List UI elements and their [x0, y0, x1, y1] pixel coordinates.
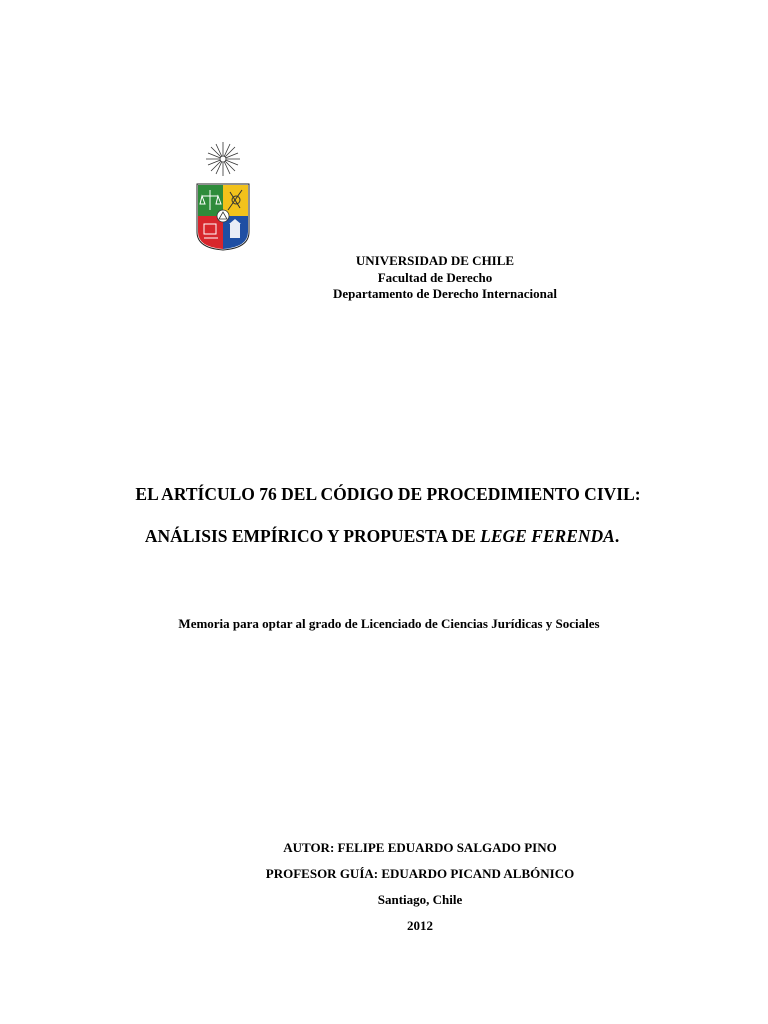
credits-block: [200, 835, 640, 939]
university-crest-icon: [190, 140, 256, 252]
advisor-line: PROFESOR GUÍA: EDUARDO PICAND ALBÓNICO: [265, 866, 575, 881]
degree-subtitle: Memoria para optar al grado de Licenciado de Ciencias Jurídicas y Sociales: [178, 616, 600, 631]
faculty-name: Facultad de Derecho: [377, 269, 493, 285]
thesis-title-line-2: [0, 526, 766, 547]
department-name: Departamento de Derecho Internacional: [333, 286, 557, 301]
title-line-2-prefix: ANÁLISIS EMPÍRICO Y PROPUESTA DE: [144, 526, 481, 546]
university-name: UNIVERSIDAD DE CHILE: [355, 253, 515, 268]
institution-header: [290, 253, 580, 303]
thesis-title-line-1: EL ARTÍCULO 76 DEL CÓDIGO DE PROCEDIMIENTO CIVIL:: [135, 484, 641, 504]
year-line: 2012: [407, 918, 433, 933]
title-line-2-suffix: .: [614, 526, 620, 546]
author-line: AUTOR: FELIPE EDUARDO SALGADO PINO: [283, 840, 557, 855]
shield: [197, 184, 249, 250]
location-line: Santiago, Chile: [377, 892, 463, 907]
title-line-2-italic: LEGE FERENDA: [480, 526, 615, 546]
